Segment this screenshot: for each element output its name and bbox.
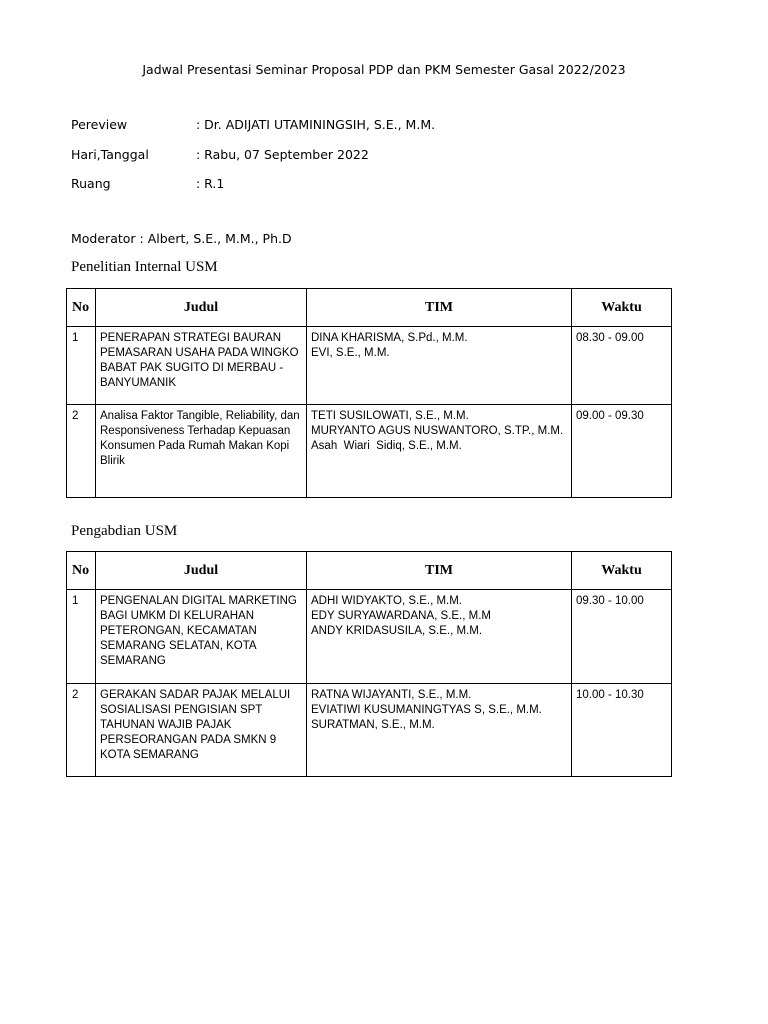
cell-waktu: 10.00 - 10.30 [572, 684, 672, 777]
section-heading-pengabdian: Pengabdian USM [71, 523, 178, 539]
header-tim: TIM [307, 289, 572, 327]
header-waktu: Waktu [572, 552, 672, 590]
table-row [67, 405, 672, 498]
moderator-line: Moderator : Albert, S.E., M.M., Ph.D [71, 231, 292, 246]
tim-member: SURATMAN, S.E., M.M. [311, 719, 435, 731]
header-waktu: Waktu [572, 289, 672, 327]
table-pengabdian [66, 551, 672, 777]
header-judul: Judul [96, 552, 307, 590]
document-title: Jadwal Presentasi Seminar Proposal PDP dan PKM Semester Gasal 2022/2023 [142, 62, 626, 77]
table-header-row [67, 289, 672, 327]
cell-no: 1 [67, 590, 96, 684]
info-value: : Dr. ADIJATI UTAMININGSIH, S.E., M.M. [196, 117, 436, 132]
cell-tim [307, 684, 572, 777]
header-no: No [67, 552, 96, 590]
cell-judul: PENERAPAN STRATEGI BAURAN PEMASARAN USAHA PADA WINGKO BABAT PAK SUGITO DI MERBAU - BANYUMANIK [96, 327, 307, 405]
tim-member: EVIATIWI KUSUMANINGTYAS S, S.E., M.M. [311, 704, 542, 716]
tim-member: TETI SUSILOWATI, S.E., M.M. [311, 410, 469, 422]
cell-no: 1 [67, 327, 96, 405]
cell-waktu: 09.00 - 09.30 [572, 405, 672, 498]
info-value: : R.1 [196, 176, 225, 191]
table-header-row [67, 552, 672, 590]
tim-member: EVI, S.E., M.M. [311, 347, 390, 359]
tim-member: Asah Wiari Sidiq, S.E., M.M. [311, 440, 462, 452]
info-label: Hari,Tanggal [71, 147, 149, 162]
tim-member: ADHI WIDYAKTO, S.E., M.M. [311, 595, 463, 607]
tim-member: MURYANTO AGUS NUSWANTORO, S.TP., M.M. [311, 425, 564, 437]
tim-member: DINA KHARISMA, S.Pd., M.M. [311, 332, 468, 344]
cell-waktu: 08.30 - 09.00 [572, 327, 672, 405]
tim-member: RATNA WIJAYANTI, S.E., M.M. [311, 689, 472, 701]
tim-member: ANDY KRIDASUSILA, S.E., M.M. [311, 625, 483, 637]
table-row [67, 590, 672, 684]
cell-judul: Analisa Faktor Tangible, Reliability, dan Responsiveness Terhadap Kepuasan Konsumen Pada Rumah Makan Kopi Blirik [96, 405, 307, 498]
info-label: Ruang [71, 176, 111, 191]
cell-tim [307, 327, 572, 405]
cell-tim [307, 590, 572, 684]
cell-judul: PENGENALAN DIGITAL MARKETING BAGI UMKM DI KELURAHAN PETERONGAN, KECAMATAN SEMARANG SELATAN, KOTA SEMARANG [96, 590, 307, 684]
cell-waktu: 09.30 - 10.00 [572, 590, 672, 684]
tim-member: EDY SURYAWARDANA, S.E., M.M [311, 610, 491, 622]
cell-tim [307, 405, 572, 498]
header-tim: TIM [307, 552, 572, 590]
table-row [67, 327, 672, 405]
table-row [67, 684, 672, 777]
section-heading-penelitian: Penelitian Internal USM [71, 259, 218, 275]
header-judul: Judul [96, 289, 307, 327]
info-label: Pereview [71, 117, 128, 132]
table-penelitian [66, 288, 672, 498]
cell-no: 2 [67, 684, 96, 777]
cell-judul: GERAKAN SADAR PAJAK MELALUI SOSIALISASI PENGISIAN SPT TAHUNAN WAJIB PAJAK PERSEORANGAN PADA SMKN 9 KOTA SEMARANG [96, 684, 307, 777]
header-no: No [67, 289, 96, 327]
info-value: : Rabu, 07 September 2022 [196, 147, 369, 162]
cell-no: 2 [67, 405, 96, 498]
